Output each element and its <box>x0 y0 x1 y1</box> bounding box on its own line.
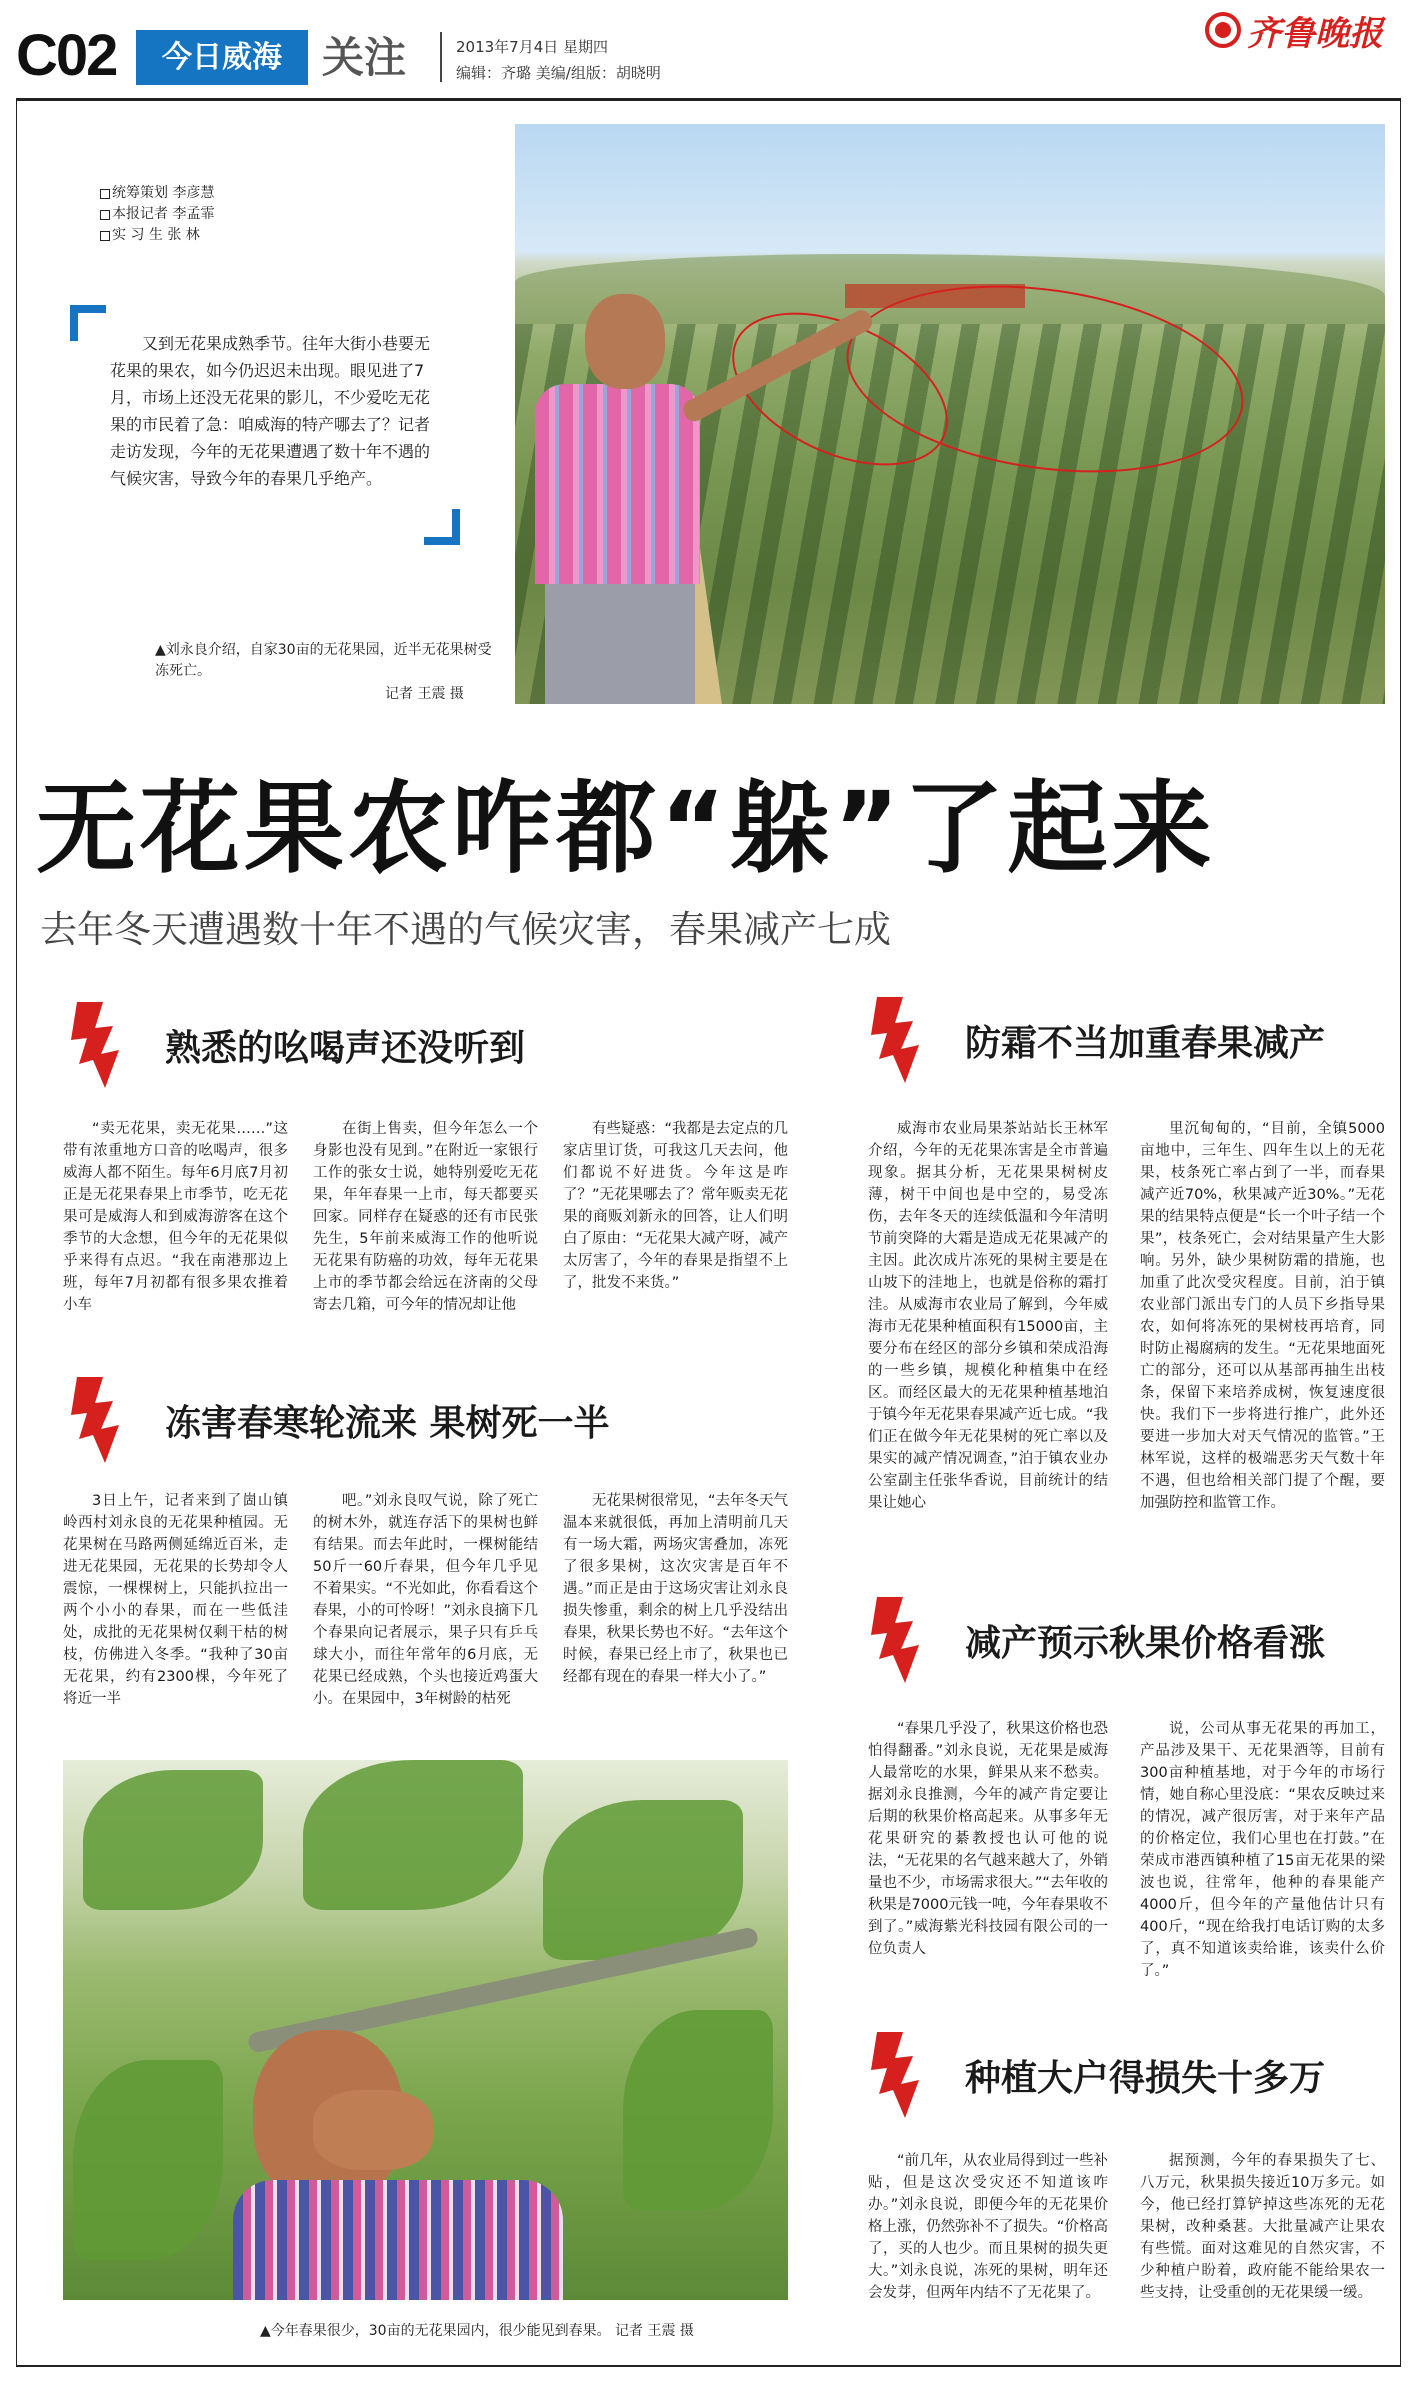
credit-intern: 实 习 生 张 林 <box>112 227 200 243</box>
editor-credits: 编辑：齐璐 美编/组版：胡晓明 <box>456 64 661 82</box>
top-photo-caption: ▲刘永良介绍，自家30亩的无花果园，近半无花果树受冻死亡。 <box>155 642 492 679</box>
photo-farmer-pants <box>545 584 695 704</box>
page-number: C02 <box>16 23 117 88</box>
section-head-5 <box>865 2030 1405 2100</box>
lightning-icon <box>865 2030 945 2120</box>
photo-farmer-shirt <box>233 2180 563 2300</box>
section-head-2 <box>65 1375 765 1445</box>
top-photo-credit: 记者 王震 摄 <box>385 686 464 702</box>
credit-planner: 统筹策划 李彦慧 <box>112 185 215 201</box>
s3-paragraph-2: 里沉甸甸的，“目前，全镇5000亩地中，三年生、四年生以上的无花果，枝条死亡率占到了一半，而春果减产近70%，秋果减产近30%。”无花果的结果特点便是“长一个叶子结一个果”，枝条死亡，会对结果量产生大影响。另外，缺少果树防霜的措施，也加重了此次受灾程度。目前，泊于镇农业部门派出专门的人员下乡指导果农，如何将冻死的果树枝再培育，同时防止褐腐病的发生。“无花果地面死亡的部分，还可以从基部再抽生出枝条，保留下来培养成树，恢复速度很快。我们下一步将进行推广，此外还要进一步加大对天气情况的监管。”王林军说，这样的极端恶劣天气数十年不遇，但也给相关部门提了个醒，要加强防控和监管工作。 <box>1140 1121 1385 1511</box>
section-head-4 <box>865 1595 1405 1665</box>
s2-column-1 <box>63 1490 288 1710</box>
fig-tree-photo <box>63 1760 788 2300</box>
s4-paragraph-1: “春果几乎没了，秋果这价格也恐怕得翻番。”刘永良说，无花果是威海人最常吃的水果，鲜果从来不愁卖。据刘永良推测，今年的减产肯定要让后期的秋果价格高起来。从事多年无花果研究的綦教授也认可他的说法，“无花果的名气越来越大了，外销量也不少，市场需求很大。”“去年收的秋果是7000元钱一吨，今年春果收不到了。”威海紫光科技园有限公司的一位负责人 <box>868 1721 1108 1957</box>
photo-farmer <box>515 274 685 704</box>
newspaper-logo <box>1205 8 1383 52</box>
credit-reporter: 本报记者 李孟霏 <box>112 206 215 222</box>
lead-box <box>70 305 460 545</box>
s4-column-1 <box>868 1718 1108 1960</box>
credit-line <box>100 204 214 225</box>
s5-paragraph-1: “前几年，从农业局得到过一些补贴，但是这次受灾还不知道该咋办。”刘永良说，即便今年的无花果价格上涨，仍然弥补不了损失。“价格高了，买的人也少。而且果树的损失更大。”刘永良说，冻死的果树，明年还会发芽，但两年内结不了无花果了。 <box>868 2153 1108 2301</box>
section-title-4: 减产预示秋果价格看涨 <box>965 1623 1326 1664</box>
s5-column-2 <box>1140 2150 1385 2304</box>
credit-line <box>100 225 214 246</box>
box-icon <box>100 210 110 220</box>
photo-farmer-shirt <box>535 384 700 584</box>
photo-leaf <box>73 2060 223 2260</box>
sub-section-label: 关注 <box>322 33 407 82</box>
corner-bracket-icon <box>70 305 106 341</box>
credit-line <box>100 183 214 204</box>
subheadline: 去年冬天遭遇数十年不遇的气候灾害，春果减产七成 <box>40 908 891 951</box>
s2-paragraph-2: 吧。”刘永良叹气说，除了死亡的树木外，就连存活下的果树也鲜有结果。而去年此时，一棵树能结50斤一60斤春果，但今年几乎见不着果实。“不光如此，你看看这个春果，小的可怜呀！”刘永良摘下几个春果向记者展示，果子只有乒乓球大小，而往年常年的6月底，无花果已经成熟，个头也接近鸡蛋大小。在果园中，3年树龄的枯死 <box>313 1493 539 1707</box>
section-title-1: 熟悉的吆喝声还没听到 <box>165 1028 526 1069</box>
section-head-3 <box>865 995 1405 1065</box>
photo-leaf <box>623 2010 773 2210</box>
s5-column-1 <box>868 2150 1108 2304</box>
lightning-icon <box>865 995 945 1085</box>
logo-text: 齐鲁晚报 <box>1247 13 1383 54</box>
s4-paragraph-2: 说，公司从事无花果的再加工，产品涉及果干、无花果酒等，目前有300亩种植基地，对于今年的市场行情，她自称心里没底：“果农反映过来的情况，减产很厉害，对于来年产品的价格定位，我们心里也在打鼓。”在荣成市港西镇种植了15亩无花果的梁波也说，往常年，他种的春果能产4000斤，但今年的产量他估计只有400斤，“现在给我打电话订购的太多了，真不知道该卖给谁，该卖什么价了。” <box>1140 1721 1385 1979</box>
s2-column-2 <box>313 1490 538 1710</box>
page-header <box>0 0 1417 100</box>
photo-leaf <box>83 1770 263 1910</box>
s1-column-1 <box>63 1118 288 1316</box>
s1-column-3 <box>563 1118 788 1294</box>
bottom-photo-caption: ▲今年春果很少，30亩的无花果园内，很少能见到春果。 记者 王震 摄 <box>260 2323 694 2339</box>
s1-paragraph-3: 有些疑惑：“我都是去定点的几家店里订货，可我这几天去问，他们都说不好进货。今年这是咋了？”无花果哪去了？常年贩卖无花果的商贩刘新永的回答，让人们明白了原由：“无花果大减产呀，减产太厉害了，今年的春果是指望不上了，批发不来货。” <box>563 1121 789 1291</box>
photo-farmer-hand <box>313 2090 433 2170</box>
logo-mark-icon <box>1205 12 1241 48</box>
section-label: 今日威海 <box>136 30 308 85</box>
reporter-credits <box>100 183 214 246</box>
orchard-photo <box>515 124 1385 704</box>
s1-column-2 <box>313 1118 538 1316</box>
box-icon <box>100 189 110 199</box>
s3-column-1 <box>868 1118 1108 1514</box>
headline: 无花果农咋都“躲”了起来 <box>36 770 1216 887</box>
section-head-1 <box>65 1000 665 1070</box>
s2-column-3 <box>563 1490 788 1688</box>
photo-leaf <box>303 1760 523 1910</box>
s1-paragraph-2: 在街上售卖，但今年怎么一个身影也没有见到。”在附近一家银行工作的张女士说，她特别爱吃无花果，年年春果一上市，每天都要买回家。同样存在疑惑的还有市民张先生，5年前来威海工作的他听说无花果有防癌的功效，每年无花果上市的季节都会给远在济南的父母寄去几箱，可今年的情况却让他 <box>313 1121 538 1313</box>
s4-column-2 <box>1140 1718 1385 1982</box>
header-divider <box>440 32 442 82</box>
s2-paragraph-3: 无花果树很常见，“去年冬天气温本来就很低，再加上清明前几天有一场大霜，两场灾害叠加，冻死了很多果树，这次灾害是百年不遇。”而正是由于这场灾害让刘永良损失惨重，剩余的树上几乎没结出春果，秋果长势也不好。“去年这个时候，春果已经上市了，秋果也已经都有现在的春果一样大小了。” <box>563 1493 789 1685</box>
lead-paragraph: 又到无花果成熟季节。往年大街小巷要无花果的果农，如今仍迟迟未出现。眼见进了7月，市场上还没无花果的影儿，不少爱吃无花果的市民着了急：咱威海的特产哪去了？记者走访发现，今年的无花果遭遇了数十年不遇的气候灾害，导致今年的春果几乎绝产。 <box>110 334 431 488</box>
section-title-3: 防霜不当加重春果减产 <box>965 1023 1326 1064</box>
photo-farmer-head <box>585 294 665 389</box>
s5-paragraph-2: 据预测，今年的春果损失了七、八万元，秋果损失接近10万多元。如今，他已经打算铲掉这些冻死的无花果树，改种桑葚。大批量减产让果农有些慌。面对这难见的自然灾害，不少种植户盼着，政府能不能给果农一些支持，让受重创的无花果缓一缓。 <box>1140 2153 1385 2301</box>
section-title-5: 种植大户得损失十多万 <box>965 2058 1326 2099</box>
lightning-icon <box>65 1375 145 1465</box>
s3-paragraph-1: 威海市农业局果茶站站长王林军介绍，今年的无花果冻害是全市普遍现象。据其分析，无花果果树树皮薄，树干中间也是中空的，易受冻伤，去年冬天的连续低温和今年清明节前突降的大霜是造成无花果减产的主因。此次成片冻死的果树主要是在山坡下的洼地上，也就是俗称的霜打洼。从威海市农业局了解到，今年威海市无花果种植面积有15000亩，主要分布在经区的部分乡镇和荣成沿海的一些乡镇，规模化种植集中在经区。而经区最大的无花果种植基地泊于镇今年无花果春果减产近七成。“我们正在做今年无花果树的死亡率以及果实的减产情况调查，”泊于镇农业办公室副主任张华香说，目前统计的结果让她心 <box>868 1121 1108 1511</box>
s2-paragraph-1: 3日上午，记者来到了崮山镇岭西村刘永良的无花果种植园。无花果树在马路两侧延绵近百米，走进无花果园，无花果的长势却令人震惊，一棵棵树上，只能扒拉出一两个小小的春果，而在一些低洼处，成批的无花果树仅剩干枯的树枝，仿佛进入冬季。“我种了30亩无花果，约有2300棵，今年死了将近一半 <box>63 1493 288 1707</box>
section-title-2: 冻害春寒轮流来 果树死一半 <box>165 1403 610 1444</box>
issue-date: 2013年7月4日 星期四 <box>456 38 609 56</box>
s3-column-2 <box>1140 1118 1385 1514</box>
box-icon <box>100 231 110 241</box>
lightning-icon <box>865 1595 945 1685</box>
s1-paragraph-1: “卖无花果，卖无花果……”这带有浓重地方口音的吆喝声，很多威海人都不陌生。每年6月底7月初正是无花果春果上市季节，吃无花果可是威海人和到威海游客在这个季节的大念想，但今年的无花果似乎来得有点迟。“我在南港那边上班，每年7月初都有很多果农推着小车 <box>63 1121 288 1313</box>
corner-bracket-icon <box>424 509 460 545</box>
lightning-icon <box>65 1000 145 1090</box>
